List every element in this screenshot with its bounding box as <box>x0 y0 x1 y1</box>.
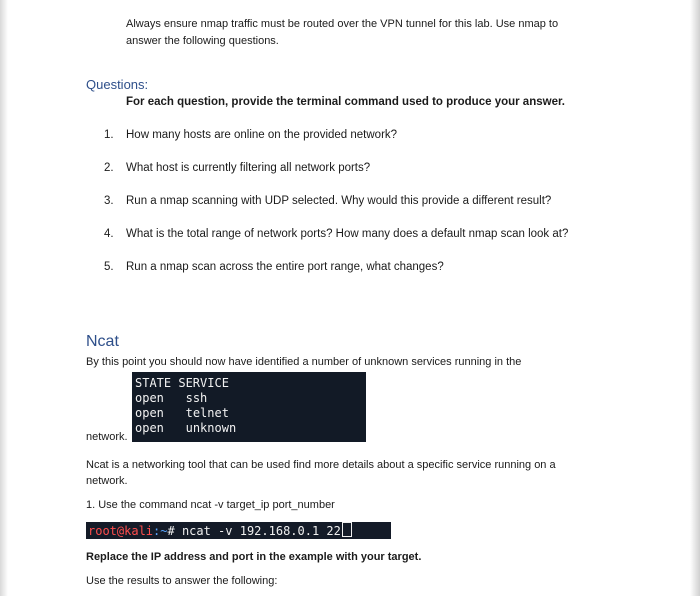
intro-text: Always ensure nmap traffic must be routed over the VPN tunnel for this lab. Use nmap to answer the following questions. <box>126 18 559 47</box>
questions-instruction: For each question, provide the terminal command used to produce your answer. <box>126 96 566 108</box>
state-cell: open <box>135 391 164 405</box>
question-number: 5. <box>104 261 114 273</box>
cursor-icon <box>342 522 352 537</box>
prompt-path: :~ <box>153 524 168 538</box>
service-cell: SERVICE <box>178 376 229 390</box>
questions-heading: Questions: <box>86 77 149 92</box>
question-text: What host is currently filtering all network ports? <box>126 162 371 174</box>
service-cell: unknown <box>185 421 237 435</box>
prompt-user: root@kali <box>88 524 154 538</box>
state-cell: open <box>135 406 164 420</box>
question-item <box>104 261 624 294</box>
service-cell: ssh <box>185 391 208 405</box>
ncat-heading: Ncat <box>86 333 119 350</box>
question-text: Run a nmap scanning with UDP selected. Why would this provide a different result? <box>126 195 552 207</box>
network-word: network. <box>86 431 128 443</box>
ncat-intro-text: By this point you should now have identified a number of unknown services running in the <box>86 356 522 368</box>
question-number: 2. <box>104 162 114 174</box>
ncat-description: Ncat is a networking tool that can be used find more details about a specific service running on a network. <box>86 459 556 487</box>
ncat-command-screenshot <box>86 522 391 539</box>
nmap-output-screenshot <box>132 372 366 442</box>
question-item <box>104 195 624 228</box>
question-item <box>104 129 624 162</box>
question-number: 1. <box>104 129 114 141</box>
replace-note: Replace the IP address and port in the example with your target. <box>86 551 422 563</box>
question-number: 3. <box>104 195 114 207</box>
terminal-row <box>135 391 366 406</box>
service-cell: telnet <box>185 406 229 420</box>
use-results-text: Use the results to answer the following: <box>86 575 278 587</box>
page-shadow-right <box>690 0 700 596</box>
question-item <box>104 162 624 195</box>
question-text: How many hosts are online on the provided network? <box>126 129 398 141</box>
page-shadow-left <box>0 0 8 596</box>
step-1-text: 1. Use the command ncat -v target_ip port_number <box>86 499 335 511</box>
prompt-symbol: # <box>167 524 182 538</box>
question-item <box>104 228 624 261</box>
state-cell: STATE <box>135 376 172 390</box>
terminal-row-header <box>135 376 366 391</box>
question-list <box>104 129 624 294</box>
question-text: Run a nmap scan across the entire port range, what changes? <box>126 261 444 273</box>
state-cell: open <box>135 421 164 435</box>
question-text: What is the total range of network ports? How many does a default nmap scan look at? <box>126 228 569 240</box>
command-text: ncat -v 192.168.0.1 22 <box>181 524 341 538</box>
terminal-row <box>135 406 366 421</box>
question-number: 4. <box>104 228 114 240</box>
terminal-row <box>135 421 366 436</box>
